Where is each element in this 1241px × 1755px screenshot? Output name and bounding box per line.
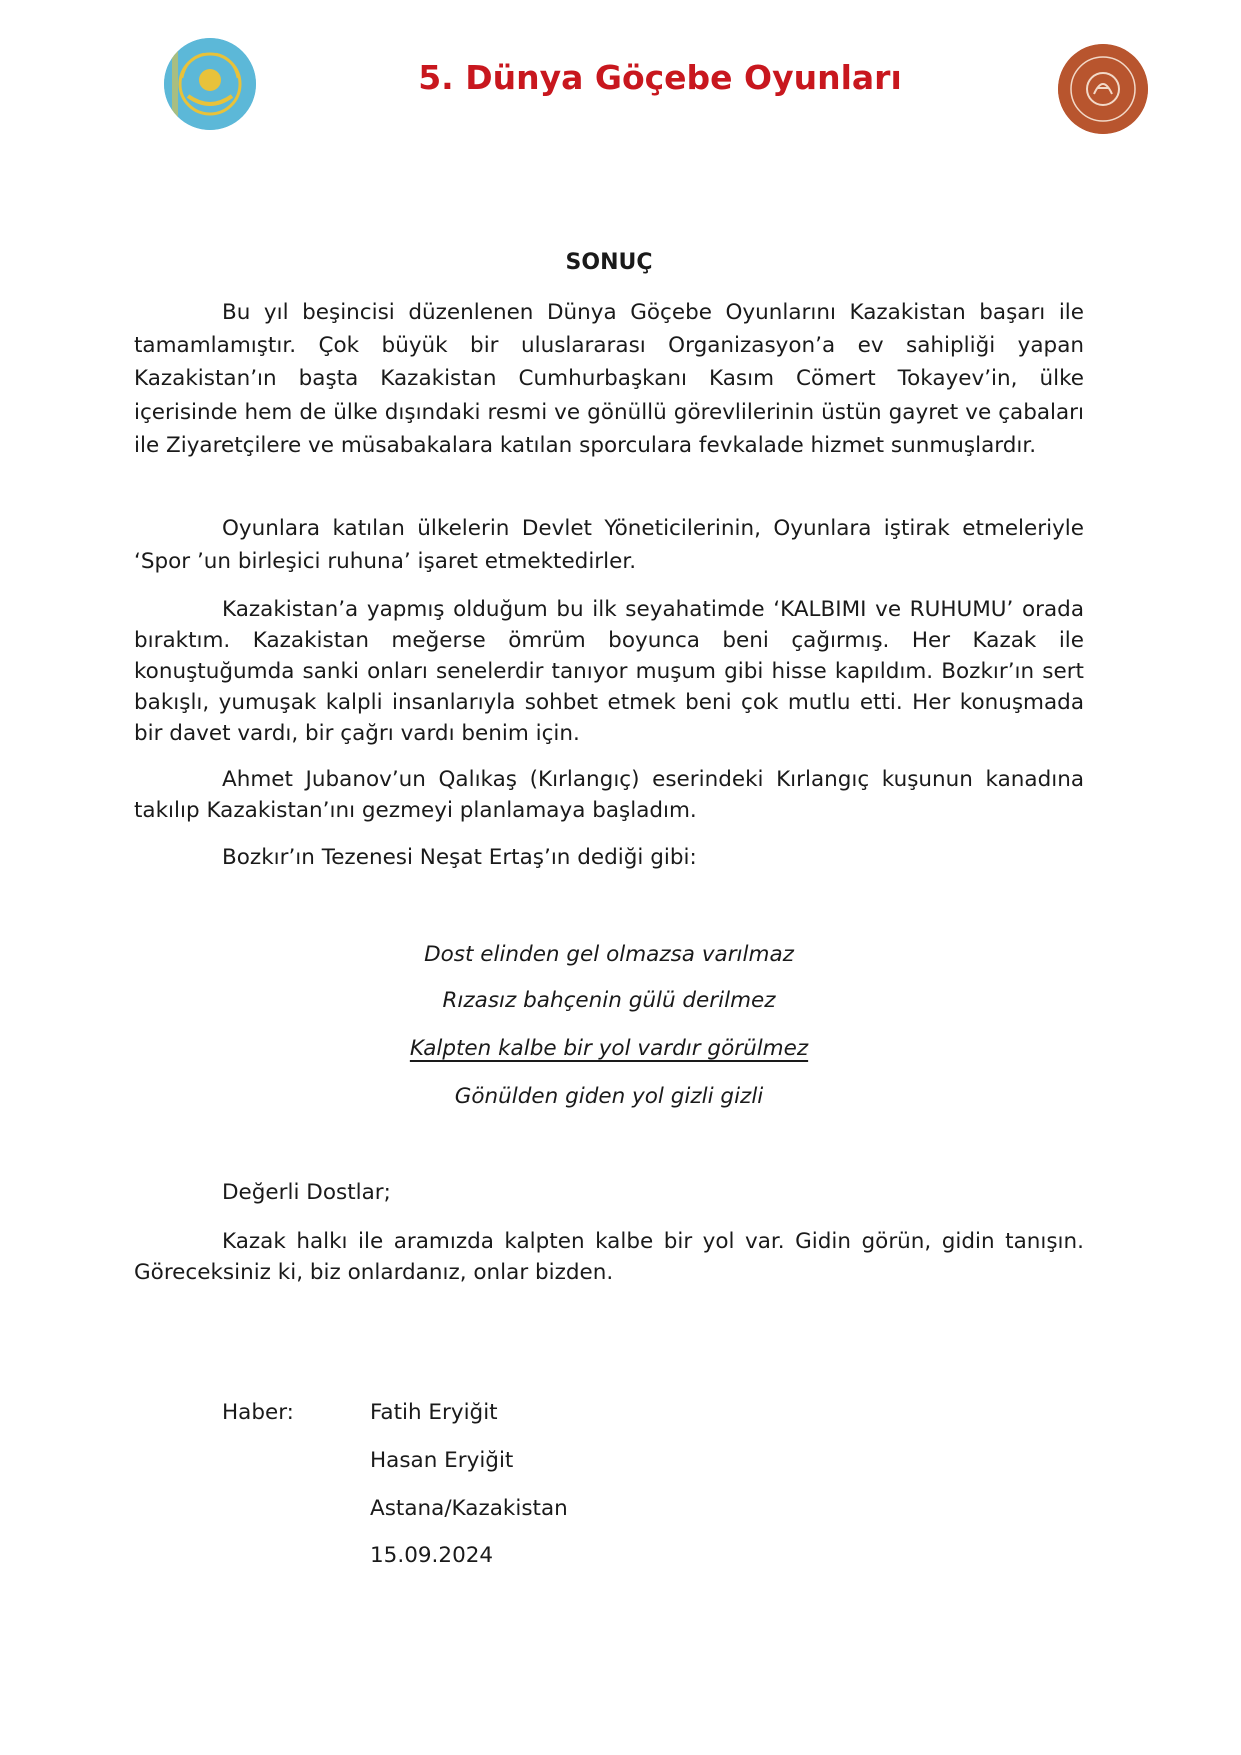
paragraph-jubanov: Ahmet Jubanov’un Qalıkaş (Kırlangıç) eserindeki Kırlangıç kuşunun kanadına takılıp Kazakistan’ını gezmeyi planlamaya başladım. bbox=[134, 767, 1084, 823]
signature-label: Haber: bbox=[222, 1400, 294, 1425]
verse-line: Dost elinden gel olmazsa varılmaz bbox=[424, 942, 794, 967]
signature-line: Astana/Kazakistan bbox=[370, 1496, 568, 1521]
paragraph-intro: Bu yıl beşincisi düzenlenen Dünya Göçebe Oyunlarını Kazakistan başarı ile tamamlamıştır. Çok büyük bir uluslararası Organizasyon’a ev sahipliği yapan Kazakistan’ın başta Kazakistan Cumhurbaşkanı Kasım Cömert Tokayev’in, ülke içerisinde hem de ülke dışındaki resmi ve gönüllü görevlilerinin üstün gayret ve çabaları ile Ziyaretçilere ve müsabakalara katılan sporculara fevkalade hizmet sunmuşlardır. bbox=[134, 300, 1084, 458]
kazakhstan-emblem-icon bbox=[164, 38, 256, 130]
paragraph-leaders: Oyunlara katılan ülkelerin Devlet Yöneticilerinin, Oyunlara iştirak etmeleriyle ‘Spor ’un birleşici ruhuna’ işaret etmektedirler. bbox=[134, 516, 1084, 575]
paragraph-journey: Kazakistan’a yapmış olduğum bu ilk seyahatimde ‘KALBIMI ve RUHUMU’ orada bıraktım. Kazakistan meğerse ömrüm boyunca beni çağırmış. Her Kazak ile konuştuğumda sanki onları senelerdir tanıyor muşum gibi hisse kapıldım. Bozkır’ın sert bakışlı, yumuşak kalpli insanlarıyla sohbet etmek beni çok mutlu etti. Her konuşmada bir davet vardı, bir çağrı vardı benim için. bbox=[134, 597, 1084, 746]
verse-line: Kalpten kalbe bir yol vardır görülmez bbox=[409, 1036, 809, 1061]
salutation: Değerli Dostlar; bbox=[222, 1180, 391, 1205]
paragraph-closing: Kazak halkı ile aramızda kalpten kalbe bir yol var. Gidin görün, gidin tanışın. Göreceksiniz ki, biz onlardanız, onlar bizden. bbox=[134, 1229, 1084, 1285]
verse-line: Gönülden giden yol gizli gizli bbox=[454, 1084, 764, 1109]
world-nomad-games-astana-2024-icon bbox=[1058, 44, 1148, 134]
page-title: 5. Dünya Göçebe Oyunları bbox=[418, 58, 902, 97]
signature-date: 15.09.2024 bbox=[370, 1543, 494, 1568]
section-heading: SONUÇ bbox=[565, 250, 653, 275]
signature-line: Fatih Eryiğit bbox=[370, 1400, 498, 1425]
signature-line: Hasan Eryiğit bbox=[370, 1448, 514, 1473]
paragraph-quote-intro: Bozkır’ın Tezenesi Neşat Ertaş’ın dediği gibi: bbox=[222, 845, 697, 870]
verse-line: Rızasız bahçenin gülü derilmez bbox=[442, 988, 776, 1013]
